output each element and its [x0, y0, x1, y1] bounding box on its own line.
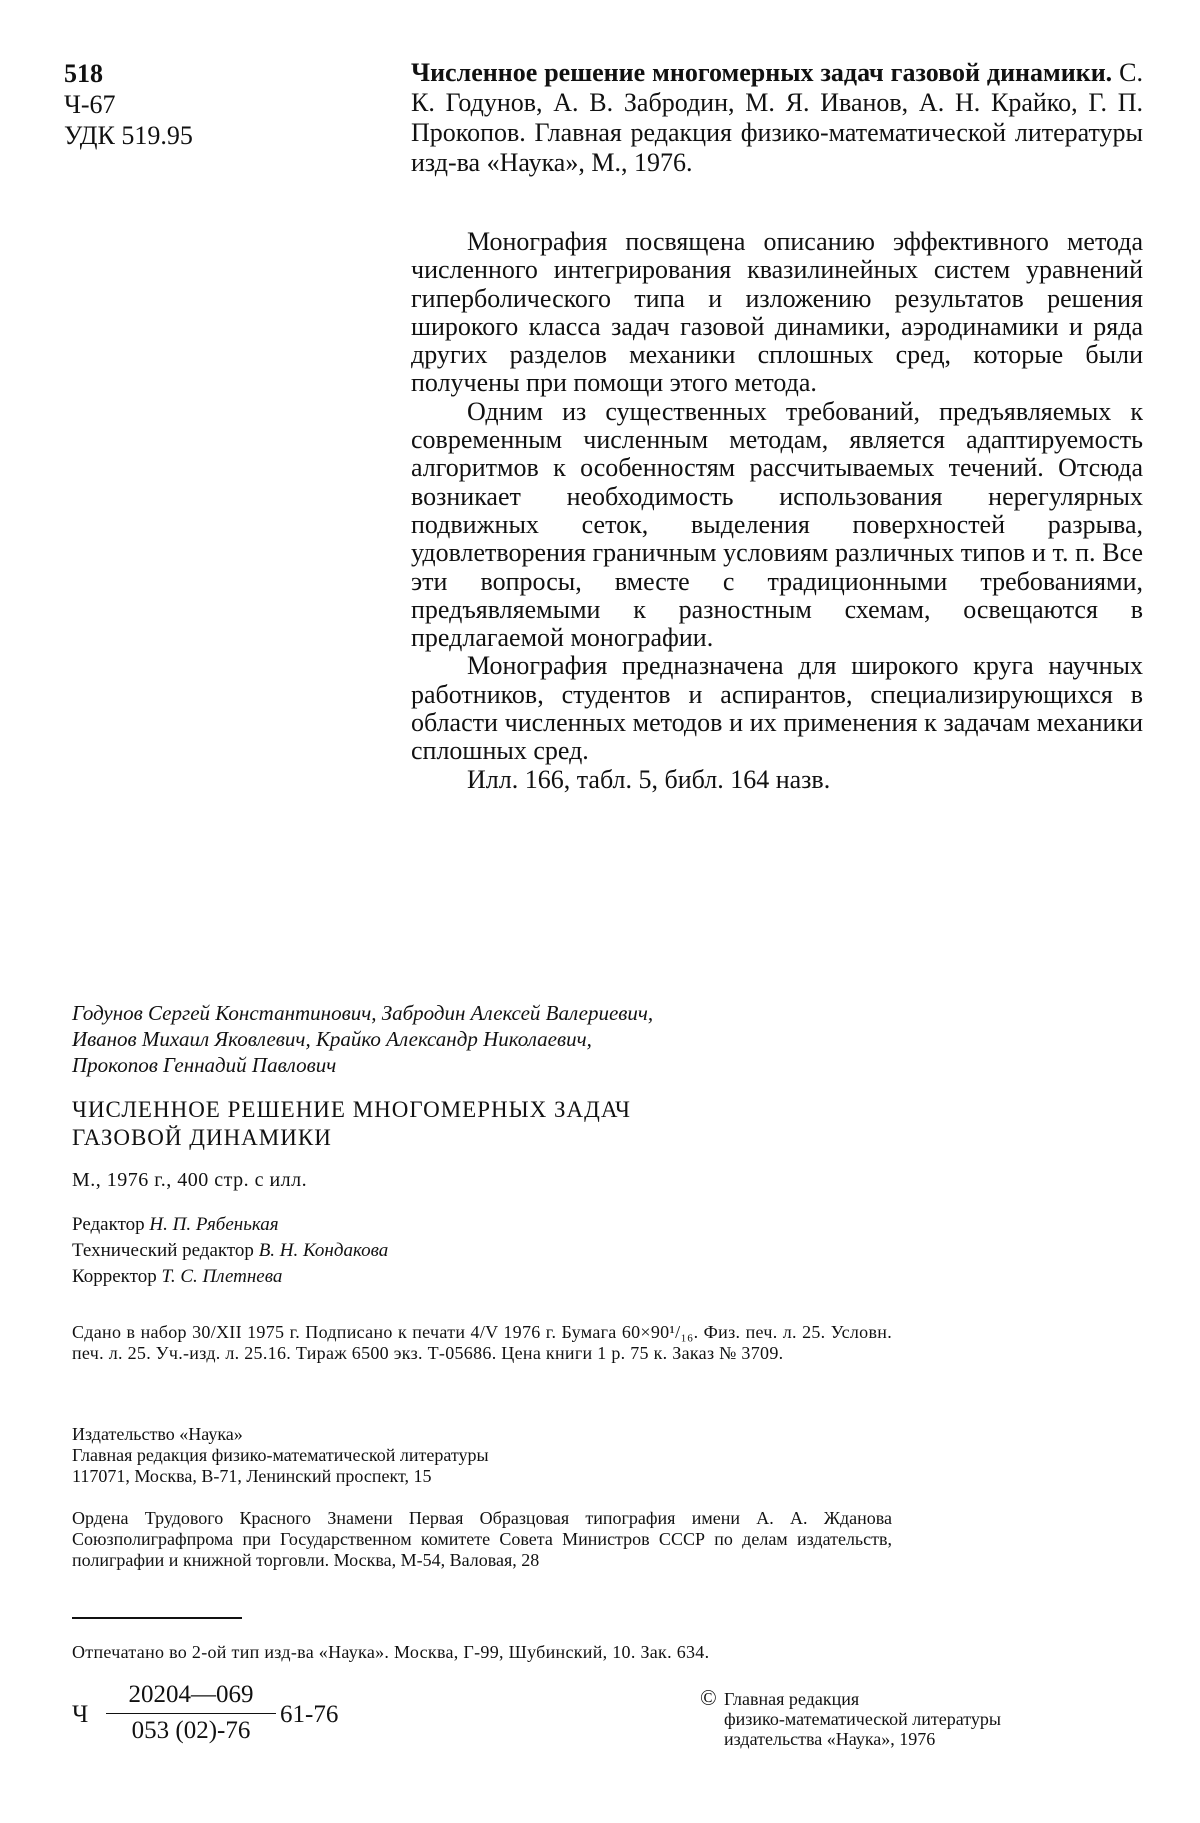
publication-info: М., 1976 г., 400 стр. с илл. [72, 1169, 308, 1191]
index-code-numerator: 20204—069 [128, 1681, 254, 1708]
copyright-symbol-icon: © [700, 1685, 717, 1710]
editor-name: Н. П. Рябенькая [149, 1214, 279, 1235]
editors-list [72, 1212, 902, 1290]
publisher-line: Издательство «Наука» [72, 1424, 243, 1444]
printed-at-note: Отпечатано во 2-ой тип изд-ва «Наука». Москва, Г-99, Шубинский, 10. Зак. 634. [72, 1642, 710, 1662]
author-line: Прокопов Геннадий Павлович [72, 1053, 337, 1077]
editor-entry [72, 1238, 902, 1264]
fraction-bar [106, 1713, 276, 1714]
printer-info: Ордена Трудового Красного Знамени Первая Образцовая типография имени А. А. Жданова Союзполиграфпрома при Государственном комитете Совета Министров СССР по делам издательств, полиграфии и книжной торговли. Москва, М-54, Валовая, 28 [72, 1508, 892, 1570]
copyright-line [700, 1685, 1001, 1710]
copyright-line: физико-математической литературы [724, 1709, 1001, 1729]
abstract-paragraph: Одним из существенных требований, предъявляемых к современным численным методам, является адаптируемость алгоритмов к особенностям рассчитываемых течений. Отсюда возникает необходимость использования нерегулярных подвижных сеток, выделения поверхностей разрыва, удовлетворения граничным условиям различных типов и т. п. Все эти вопросы, вместе с традиционными требованиями, предъявляемыми к разностным схемам, освещаются в предлагаемой монографии. [411, 396, 1143, 653]
copyright-line: издательства «Наука», 1976 [724, 1729, 936, 1749]
copyright-holder: Главная редакция [724, 1689, 860, 1709]
editor-name: Т. С. Плетнева [161, 1266, 283, 1287]
editor-entry [72, 1264, 902, 1290]
header-authors: С. К. Годунов, А. В. Забродин, М. Я. Иванов, А. Н. Крайко, Г. П. Прокопов. [411, 58, 1143, 147]
publisher-line: Главная редакция физико-математической литературы [72, 1445, 489, 1465]
bbk-code: Ч-67 [64, 90, 116, 119]
abstract [411, 228, 1143, 794]
abstract-bibliography: Илл. 166, табл. 5, библ. 164 назв. [467, 764, 831, 794]
index-code-letter: Ч [72, 1701, 89, 1728]
editor-entry [72, 1212, 902, 1238]
imprint-authors [72, 1000, 902, 1078]
abstract-paragraph: Монография предназначена для широкого круга научных работников, студентов и аспирантов, специализирующихся в области численных методов и их применения к задачам механики сплошных сред. [411, 651, 1143, 766]
imprint-book-title [72, 1096, 902, 1152]
book-title-header: Численное решение многомерных задач газовой динамики. [411, 58, 1113, 87]
index-code-denominator: 053 (02)-76 [131, 1717, 251, 1744]
author-line: Иванов Михаил Яковлевич, Крайко Александр Николаевич, [72, 1027, 592, 1051]
editor-name: В. Н. Кондакова [258, 1240, 389, 1261]
abstract-paragraph: Монография посвящена описанию эффективного метода численного интегрирования квазилинейных систем уравнений гиперболического типа и изложению результатов решения широкого класса задач газовой динамики, аэродинамики и ряда других разделов механики сплошных сред, которые были получены при помощи этого метода. [411, 227, 1143, 398]
bibliographic-header [411, 58, 1143, 178]
library-codes [64, 58, 193, 151]
udc-code: УДК 519.95 [64, 121, 193, 150]
book-title-line: ЧИСЛЕННОЕ РЕШЕНИЕ МНОГОМЕРНЫХ ЗАДАЧ [72, 1097, 631, 1122]
divider [72, 1617, 242, 1619]
index-code-suffix: 61-76 [280, 1701, 339, 1728]
editor-role: Корректор [72, 1266, 157, 1287]
copyright-notice [700, 1685, 1001, 1749]
book-title-line: ГАЗОВОЙ ДИНАМИКИ [72, 1125, 332, 1150]
index-code-fraction [106, 1681, 276, 1745]
publisher-address [72, 1424, 902, 1487]
author-line: Годунов Сергей Константинович, Забродин Алексей Валериевич, [72, 1001, 654, 1025]
editor-role: Редактор [72, 1214, 145, 1235]
publisher-line: 117071, Москва, В-71, Ленинский проспект, 15 [72, 1466, 432, 1486]
header-publisher: Главная редакция физико-математической литературы изд-ва «Наука», М., 1976. [411, 118, 1143, 177]
print-specifications: Сдано в набор 30/XII 1975 г. Подписано к печати 4/V 1976 г. Бумага 60×90¹/₁₆. Физ. печ. л. 25. Условн. печ. л. 25. Уч.-изд. л. 25.16. Тираж 6500 экз. Т-05686. Цена книги 1 р. 75 к. Заказ № 3709. [72, 1322, 892, 1363]
bbk-number: 518 [64, 59, 103, 88]
editor-role: Технический редактор [72, 1240, 254, 1261]
